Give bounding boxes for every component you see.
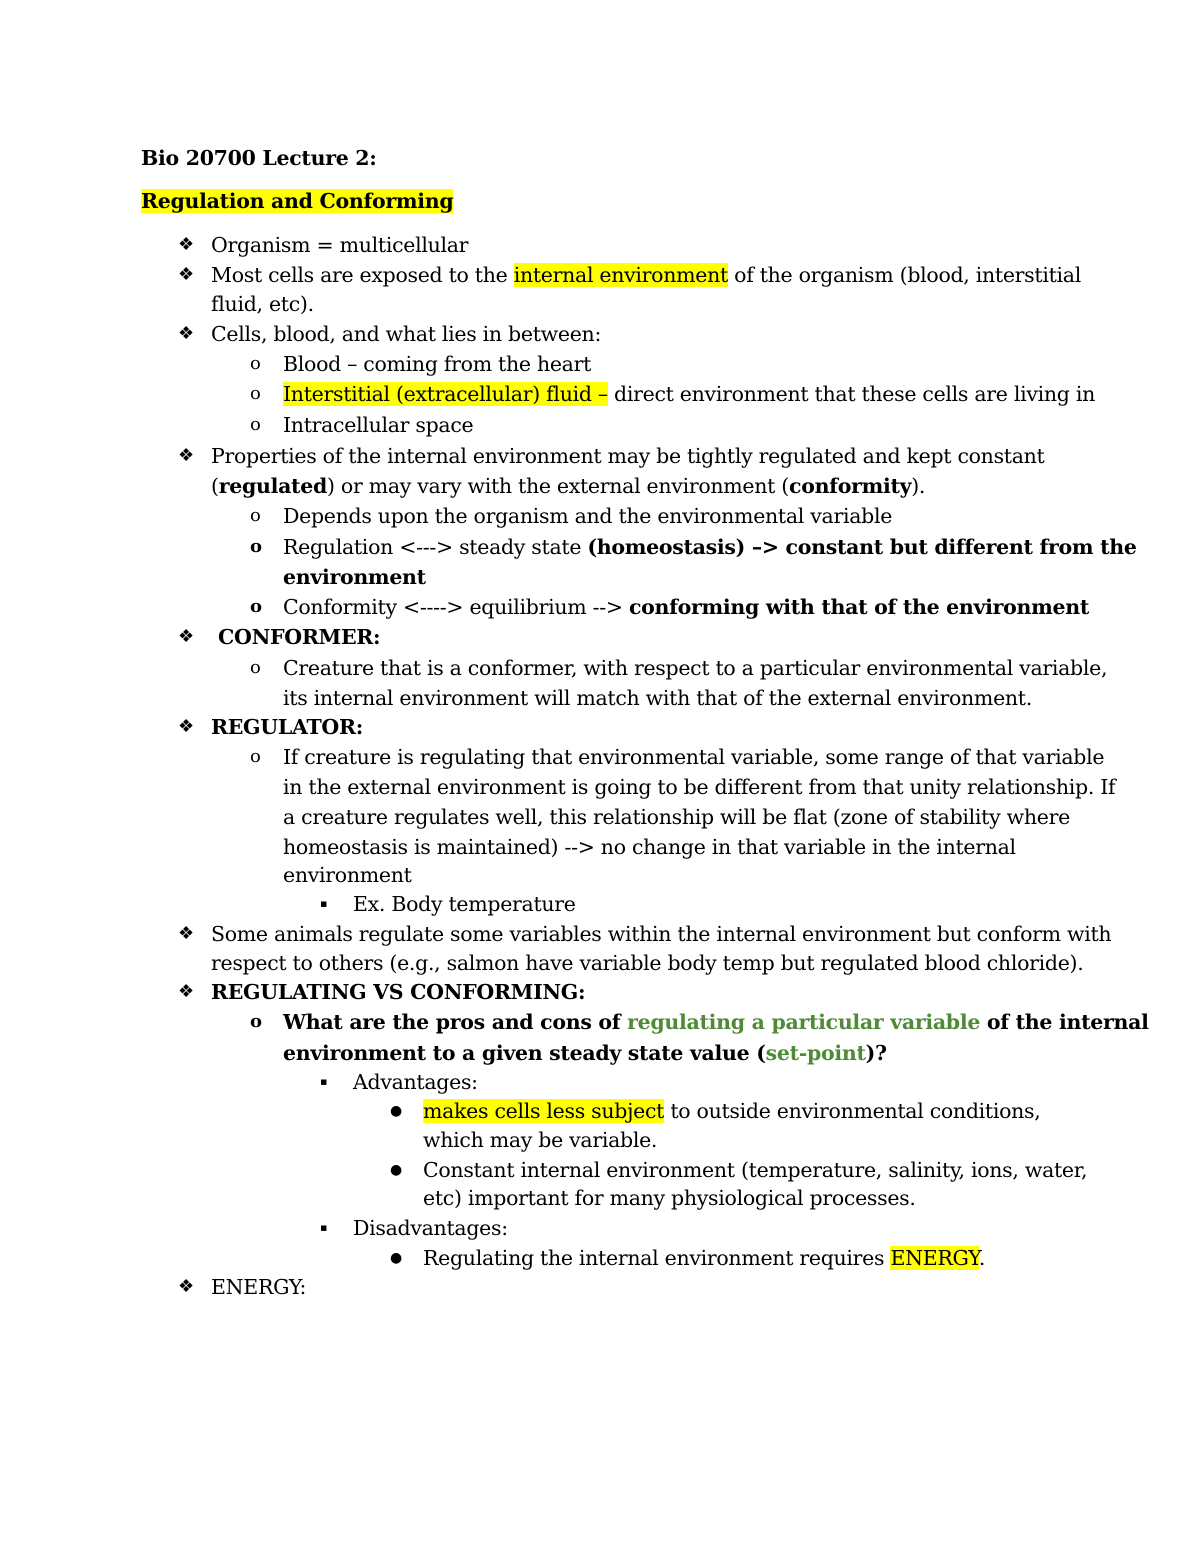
sub-question-cont: environment to a given steady state value (set-point)?	[283, 1041, 887, 1065]
sub-conformer-desc: Creature that is a conformer, with respect to a particular environmental variable,	[283, 656, 1108, 680]
circle-bullet-icon: o	[250, 1011, 263, 1032]
bullet-some-animals: Some animals regulate some variables within the internal environment but conform with	[211, 922, 1112, 946]
sub-question: What are the pros and cons of regulating a particular variable of the internal	[283, 1010, 1149, 1034]
bullet-most-cells: Most cells are exposed to the internal environment of the organism (blood, interstitial	[211, 263, 1081, 287]
diamond-bullet-icon: ❖	[178, 981, 195, 1002]
bullet-regulating-vs-conforming: REGULATING VS CONFORMING:	[211, 980, 586, 1004]
dot-bullet-icon: ●	[390, 1250, 403, 1266]
sub-intracellular: Intracellular space	[283, 413, 474, 437]
square-bullet-icon: ▪	[320, 897, 328, 910]
circle-bullet-icon: o	[250, 746, 261, 767]
sub-blood: Blood – coming from the heart	[283, 352, 592, 376]
bullet-most-cells-cont: fluid, etc).	[211, 292, 314, 316]
diamond-bullet-icon: ❖	[178, 445, 195, 466]
sub-regulator-desc-2: in the external environment is going to be different from that unity relationship. If	[283, 775, 1116, 799]
circle-bullet-icon: o	[250, 596, 263, 617]
sub-regulation-cont: environment	[283, 565, 426, 589]
adv-item-2-cont: etc) important for many physiological processes.	[423, 1186, 916, 1210]
circle-bullet-icon: o	[250, 536, 263, 557]
sub-regulator-desc-1: If creature is regulating that environmental variable, some range of that variable	[283, 745, 1105, 769]
square-bullet-icon: ▪	[320, 1075, 328, 1088]
sub-regulator-desc-3: a creature regulates well, this relationship will be flat (zone of stability where	[283, 805, 1070, 829]
document-title: Bio 20700 Lecture 2:	[141, 146, 377, 170]
bullet-properties: Properties of the internal environment may be tightly regulated and kept constant	[211, 444, 1045, 468]
diamond-bullet-icon: ❖	[178, 923, 195, 944]
sub-regulation: Regulation <---> steady state (homeostasis) –> constant but different from the	[283, 535, 1137, 559]
dot-bullet-icon: ●	[390, 1103, 403, 1119]
bullet-conformer: CONFORMER:	[218, 625, 381, 649]
adv-item-1: makes cells less subject to outside environmental conditions,	[423, 1099, 1041, 1123]
bullet-cells-blood: Cells, blood, and what lies in between:	[211, 322, 602, 346]
diamond-bullet-icon: ❖	[178, 626, 195, 647]
circle-bullet-icon: o	[250, 383, 261, 404]
bullet-some-animals-cont: respect to others (e.g., salmon have variable body temp but regulated blood chloride).	[211, 951, 1084, 975]
square-bullet-icon: ▪	[320, 1221, 328, 1234]
circle-bullet-icon: o	[250, 657, 261, 678]
sub-regulator-desc-5: environment	[283, 863, 412, 887]
diamond-bullet-icon: ❖	[178, 264, 195, 285]
adv-item-1-cont: which may be variable.	[423, 1128, 658, 1152]
circle-bullet-icon: o	[250, 353, 261, 374]
sub-conformer-desc-cont: its internal environment will match with that of the external environment.	[283, 686, 1032, 710]
dot-bullet-icon: ●	[390, 1162, 403, 1178]
sub-depends: Depends upon the organism and the environmental variable	[283, 504, 893, 528]
circle-bullet-icon: o	[250, 414, 261, 435]
section-heading: Regulation and Conforming	[141, 189, 454, 213]
bullet-properties-cont: (regulated) or may vary with the external environment (conformity).	[211, 474, 926, 498]
sub-sub-example: Ex. Body temperature	[353, 892, 576, 916]
sub-sub-disadvantages: Disadvantages:	[353, 1216, 508, 1240]
dis-item-1: Regulating the internal environment requires ENERGY.	[423, 1246, 986, 1270]
bullet-energy: ENERGY:	[211, 1275, 307, 1299]
sub-regulator-desc-4: homeostasis is maintained) --> no change in that variable in the internal	[283, 835, 1016, 859]
bullet-regulator: REGULATOR:	[211, 715, 363, 739]
adv-item-2: Constant internal environment (temperature, salinity, ions, water,	[423, 1158, 1088, 1182]
diamond-bullet-icon: ❖	[178, 323, 195, 344]
diamond-bullet-icon: ❖	[178, 716, 195, 737]
diamond-bullet-icon: ❖	[178, 1276, 195, 1297]
sub-sub-advantages: Advantages:	[353, 1070, 478, 1094]
sub-interstitial: Interstitial (extracellular) fluid – direct environment that these cells are living in	[283, 382, 1095, 406]
bullet-organism: Organism = multicellular	[211, 233, 469, 257]
sub-conformity: Conformity <----> equilibrium --> conforming with that of the environment	[283, 595, 1090, 619]
circle-bullet-icon: o	[250, 505, 261, 526]
diamond-bullet-icon: ❖	[178, 234, 195, 255]
